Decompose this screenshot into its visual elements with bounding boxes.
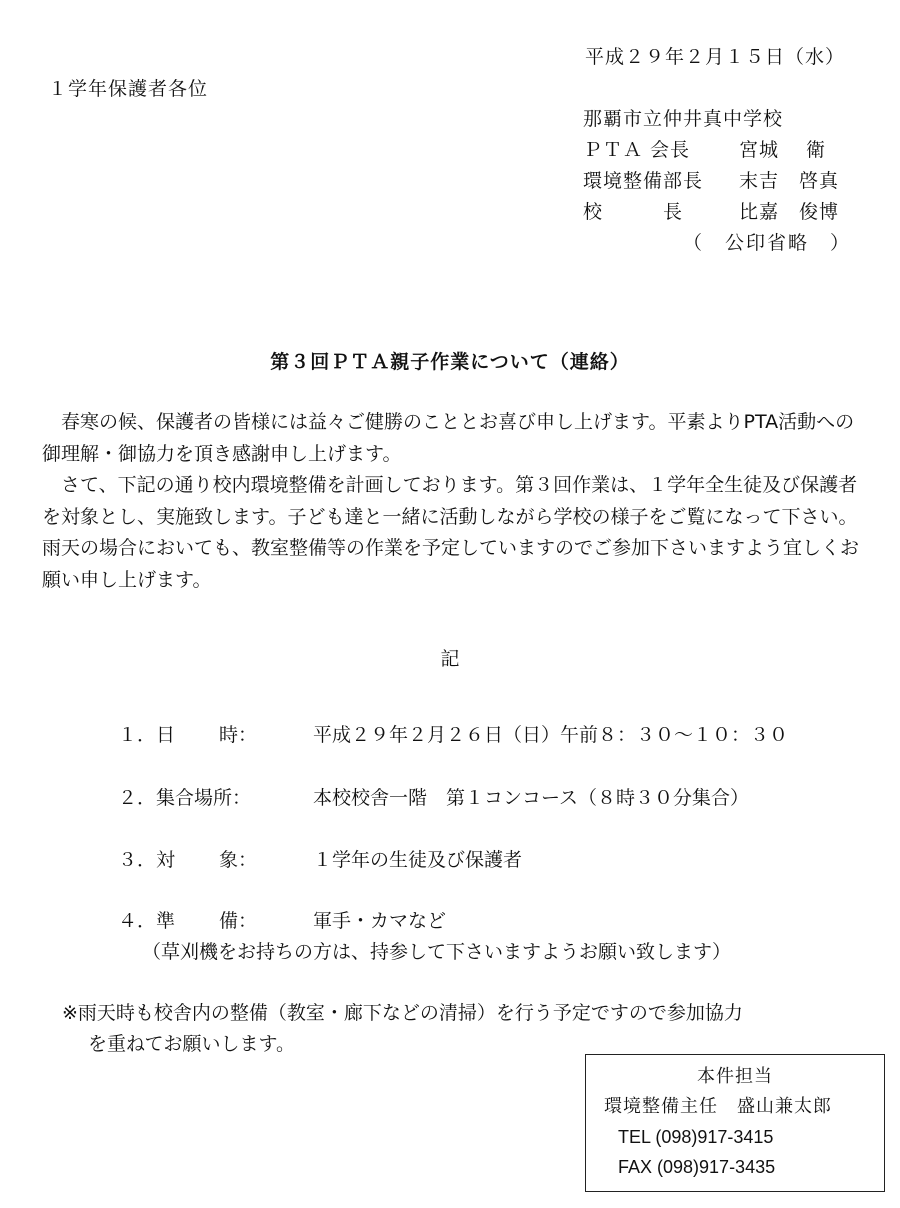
contact-tel: TEL (098)917-3415 [618, 1127, 774, 1147]
principal [583, 197, 851, 228]
item-value: 本校校舎一階 第１コンコース（８時３０分集合） [313, 787, 750, 809]
sender-block [583, 104, 851, 259]
body-paragraph-1: 春寒の候、保護者の皆様には益々ご健勝のこととお喜び申し上げます。平素よりPTA活動への御理解・御協力を頂き感謝申し上げます。 [42, 411, 855, 465]
item-date [118, 720, 788, 747]
pta-name: 宮城 衛 [739, 139, 827, 161]
env-director [583, 166, 851, 197]
item-label: １．日 時： [118, 724, 258, 746]
principal-role: 校 長 [583, 201, 684, 223]
contact-person: 環境整備主任 盛山兼太郎 [604, 1096, 832, 1117]
contact-heading: 本件担当 [697, 1066, 773, 1087]
principal-name: 比嘉 俊博 [739, 201, 840, 223]
ki-heading: 記 [440, 648, 460, 670]
seal-note: （ 公印省略 ） [683, 232, 852, 254]
document-date: 平成２９年２月１５日（水） [585, 46, 846, 68]
item-value: 平成２９年２月２６日（日）午前８：３０～１０：３０ [313, 724, 789, 746]
preparation-note: （草刈機をお持ちの方は、持参して下さいますようお願い致します） [142, 941, 732, 963]
item-value: 軍手・カマなど [313, 910, 447, 932]
item-label: ３．対 象： [118, 849, 258, 871]
item-value: １学年の生徒及び保護者 [313, 849, 523, 871]
recipient: １学年保護者各位 [48, 78, 209, 100]
contact-box [585, 1054, 885, 1192]
item-label: ４．準 備： [118, 910, 258, 932]
env-role: 環境整備部長 [583, 170, 704, 192]
item-label: ２．集合場所： [118, 787, 252, 809]
rain-note-line-1: ※雨天時も校舎内の整備（教室・廊下などの清掃）を行う予定ですので参加協力 [62, 1002, 743, 1024]
pta-role: ＰＴＡ 会長 [583, 139, 691, 161]
body-paragraph-2: さて、下記の通り校内環境整備を計画しております。第３回作業は、１学年全生徒及び保護者を対象とし、実施致します。子ども達と一緒に活動しながら学校の様子をご覧になって下さい。雨天の場合においても、教室整備等の作業を予定していますのでご参加下さいますよう宜しくお願い申し上げます。 [42, 474, 860, 591]
school-name: 那覇市立仲井真中学校 [583, 108, 784, 130]
rain-note-line-2: を重ねてお願いします。 [88, 1033, 296, 1055]
document-title: 第３回ＰＴＡ親子作業について（連絡） [270, 351, 630, 373]
env-name: 末吉 啓真 [739, 170, 840, 192]
item-target [118, 845, 522, 872]
pta-president [583, 135, 851, 166]
item-place [118, 783, 749, 810]
rain-note [62, 998, 872, 1060]
contact-fax: FAX (098)917-3435 [618, 1157, 776, 1177]
body-text [42, 407, 862, 596]
item-preparation [118, 906, 446, 933]
